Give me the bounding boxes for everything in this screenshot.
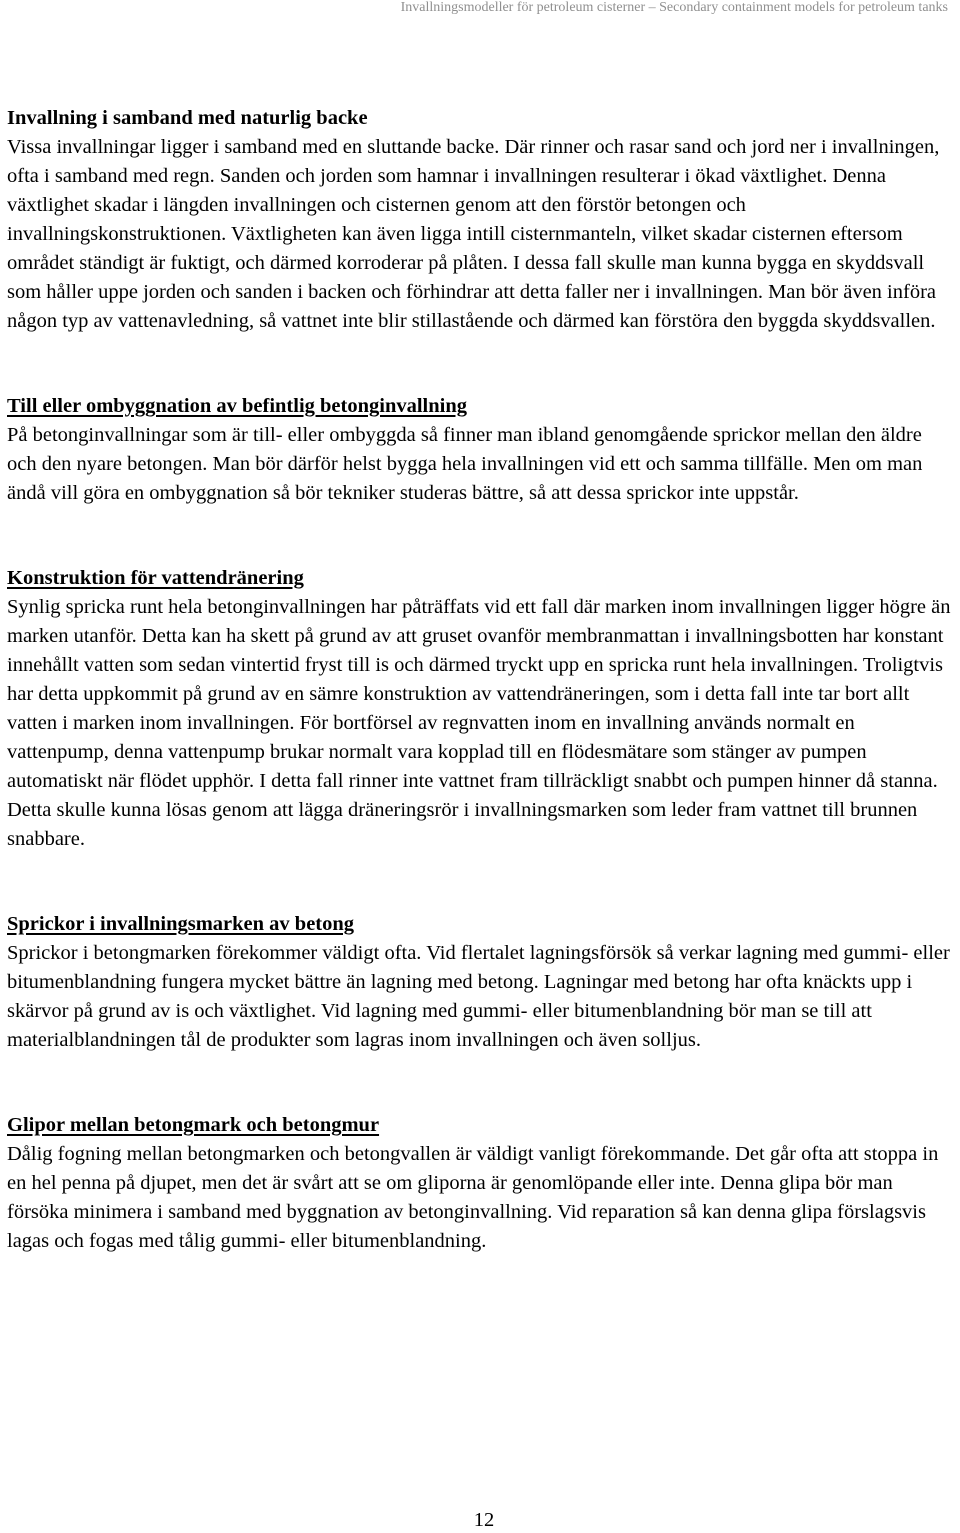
section-natural-slope (7, 104, 955, 336)
section-heading: Glipor mellan betongmark och betongmur (7, 1114, 380, 1136)
section-gaps (7, 1111, 955, 1256)
section-paragraph: Vissa invallningar ligger i samband med en sluttande backe. Där rinner och rasar sand och jord ner i invallningen, ofta i samband med regn. Sanden och jorden som hamnar i invallningen resulterar i ökad växtlighet. Denna växtlighet skadar i längden invallningen och cisternen genom att den förstör betongen och invallningskonstruktionen. Växtligheten kan även ligga intill cisternmanteln, vilket skadar cisternen eftersom området ständigt är fuktigt, och därmed korroderar på plåten. I dessa fall skulle man kunna bygga en skyddsvall som håller uppe jorden och sanden i backen och förhindrar att detta faller ner i invallningen. Man bör även införa någon typ av vattenavledning, så vattnet inte blir stillastående och därmed kan förstöra den byggda skyddsvallen. (7, 136, 940, 332)
running-header: Invallningsmodeller för petroleum cisterner – Secondary containment models for petroleum tanks (400, 0, 948, 15)
section-heading: Till eller ombyggnation av befintlig betonginvallning (7, 395, 467, 417)
section-heading: Konstruktion för vattendränering (7, 567, 304, 589)
section-water-drainage (7, 564, 955, 854)
section-concrete-cracks (7, 910, 955, 1055)
section-rebuild-concrete (7, 392, 955, 508)
section-paragraph: Synlig spricka runt hela betonginvallningen har påträffats vid ett fall där marken inom invallningen ligger högre än marken utanför. Detta kan ha skett på grund av att gruset ovanför membranmattan i invallningsbotten har konstant innehållt vatten som sedan vintertid fryst till is och därmed tryckt upp en spricka runt hela invallningen. Troligtvis har detta uppkommit på grund av en sämre konstruktion av vattendräneringen, som i detta fall inte tar bort allt vatten i marken inom invallningen. För bortförsel av regnvatten inom en invallning används normalt en vattenpump, denna vattenpump brukar normalt vara kopplad till en flödesmätare som stänger av pumpen automatiskt när flödet upphör. I detta fall rinner inte vattnet fram tillräckligt snabbt och pumpen hinner då stanna. Detta skulle kunna lösas genom att lägga dräneringsrör i invallningsmarken som leder fram vattnet till brunnen snabbare. (7, 596, 951, 850)
section-heading: Sprickor i invallningsmarken av betong (7, 913, 355, 935)
page-number: 12 (473, 1509, 495, 1531)
document-body (7, 104, 955, 1256)
section-paragraph: På betonginvallningar som är till- eller ombyggda så finner man ibland genomgående sprickor mellan den äldre och den nyare betongen. Man bör därför helst bygga hela invallningen vid ett och samma tillfälle. Men om man ändå vill göra en ombyggnation så bör tekniker studeras bättre, så att dessa sprickor inte uppstår. (7, 424, 923, 504)
section-paragraph: Sprickor i betongmarken förekommer väldigt ofta. Vid flertalet lagningsförsök så verkar lagning med gummi- eller bitumenblandning fungera mycket bättre än lagning med betong. Lagningar med betong har ofta knäckts upp i skärvor på grund av is och växtlighet. Vid lagning med gummi- eller bitumenblandning bör man se till att materialblandningen tål de produkter som lagras inom invallningen och även solljus. (7, 942, 950, 1051)
section-heading: Invallning i samband med naturlig backe (7, 107, 368, 129)
section-paragraph: Dålig fogning mellan betongmarken och betongvallen är väldigt vanligt förekommande. Det går ofta att stoppa in en hel penna på djupet, men det är svårt att se om gliporna är genomlöpande eller inte. Denna glipa bör man försöka minimera i samband med byggnation av betonginvallning. Vid reparation så kan denna glipa förslagsvis lagas och fogas med tålig gummi- eller bitumenblandning. (7, 1143, 939, 1252)
